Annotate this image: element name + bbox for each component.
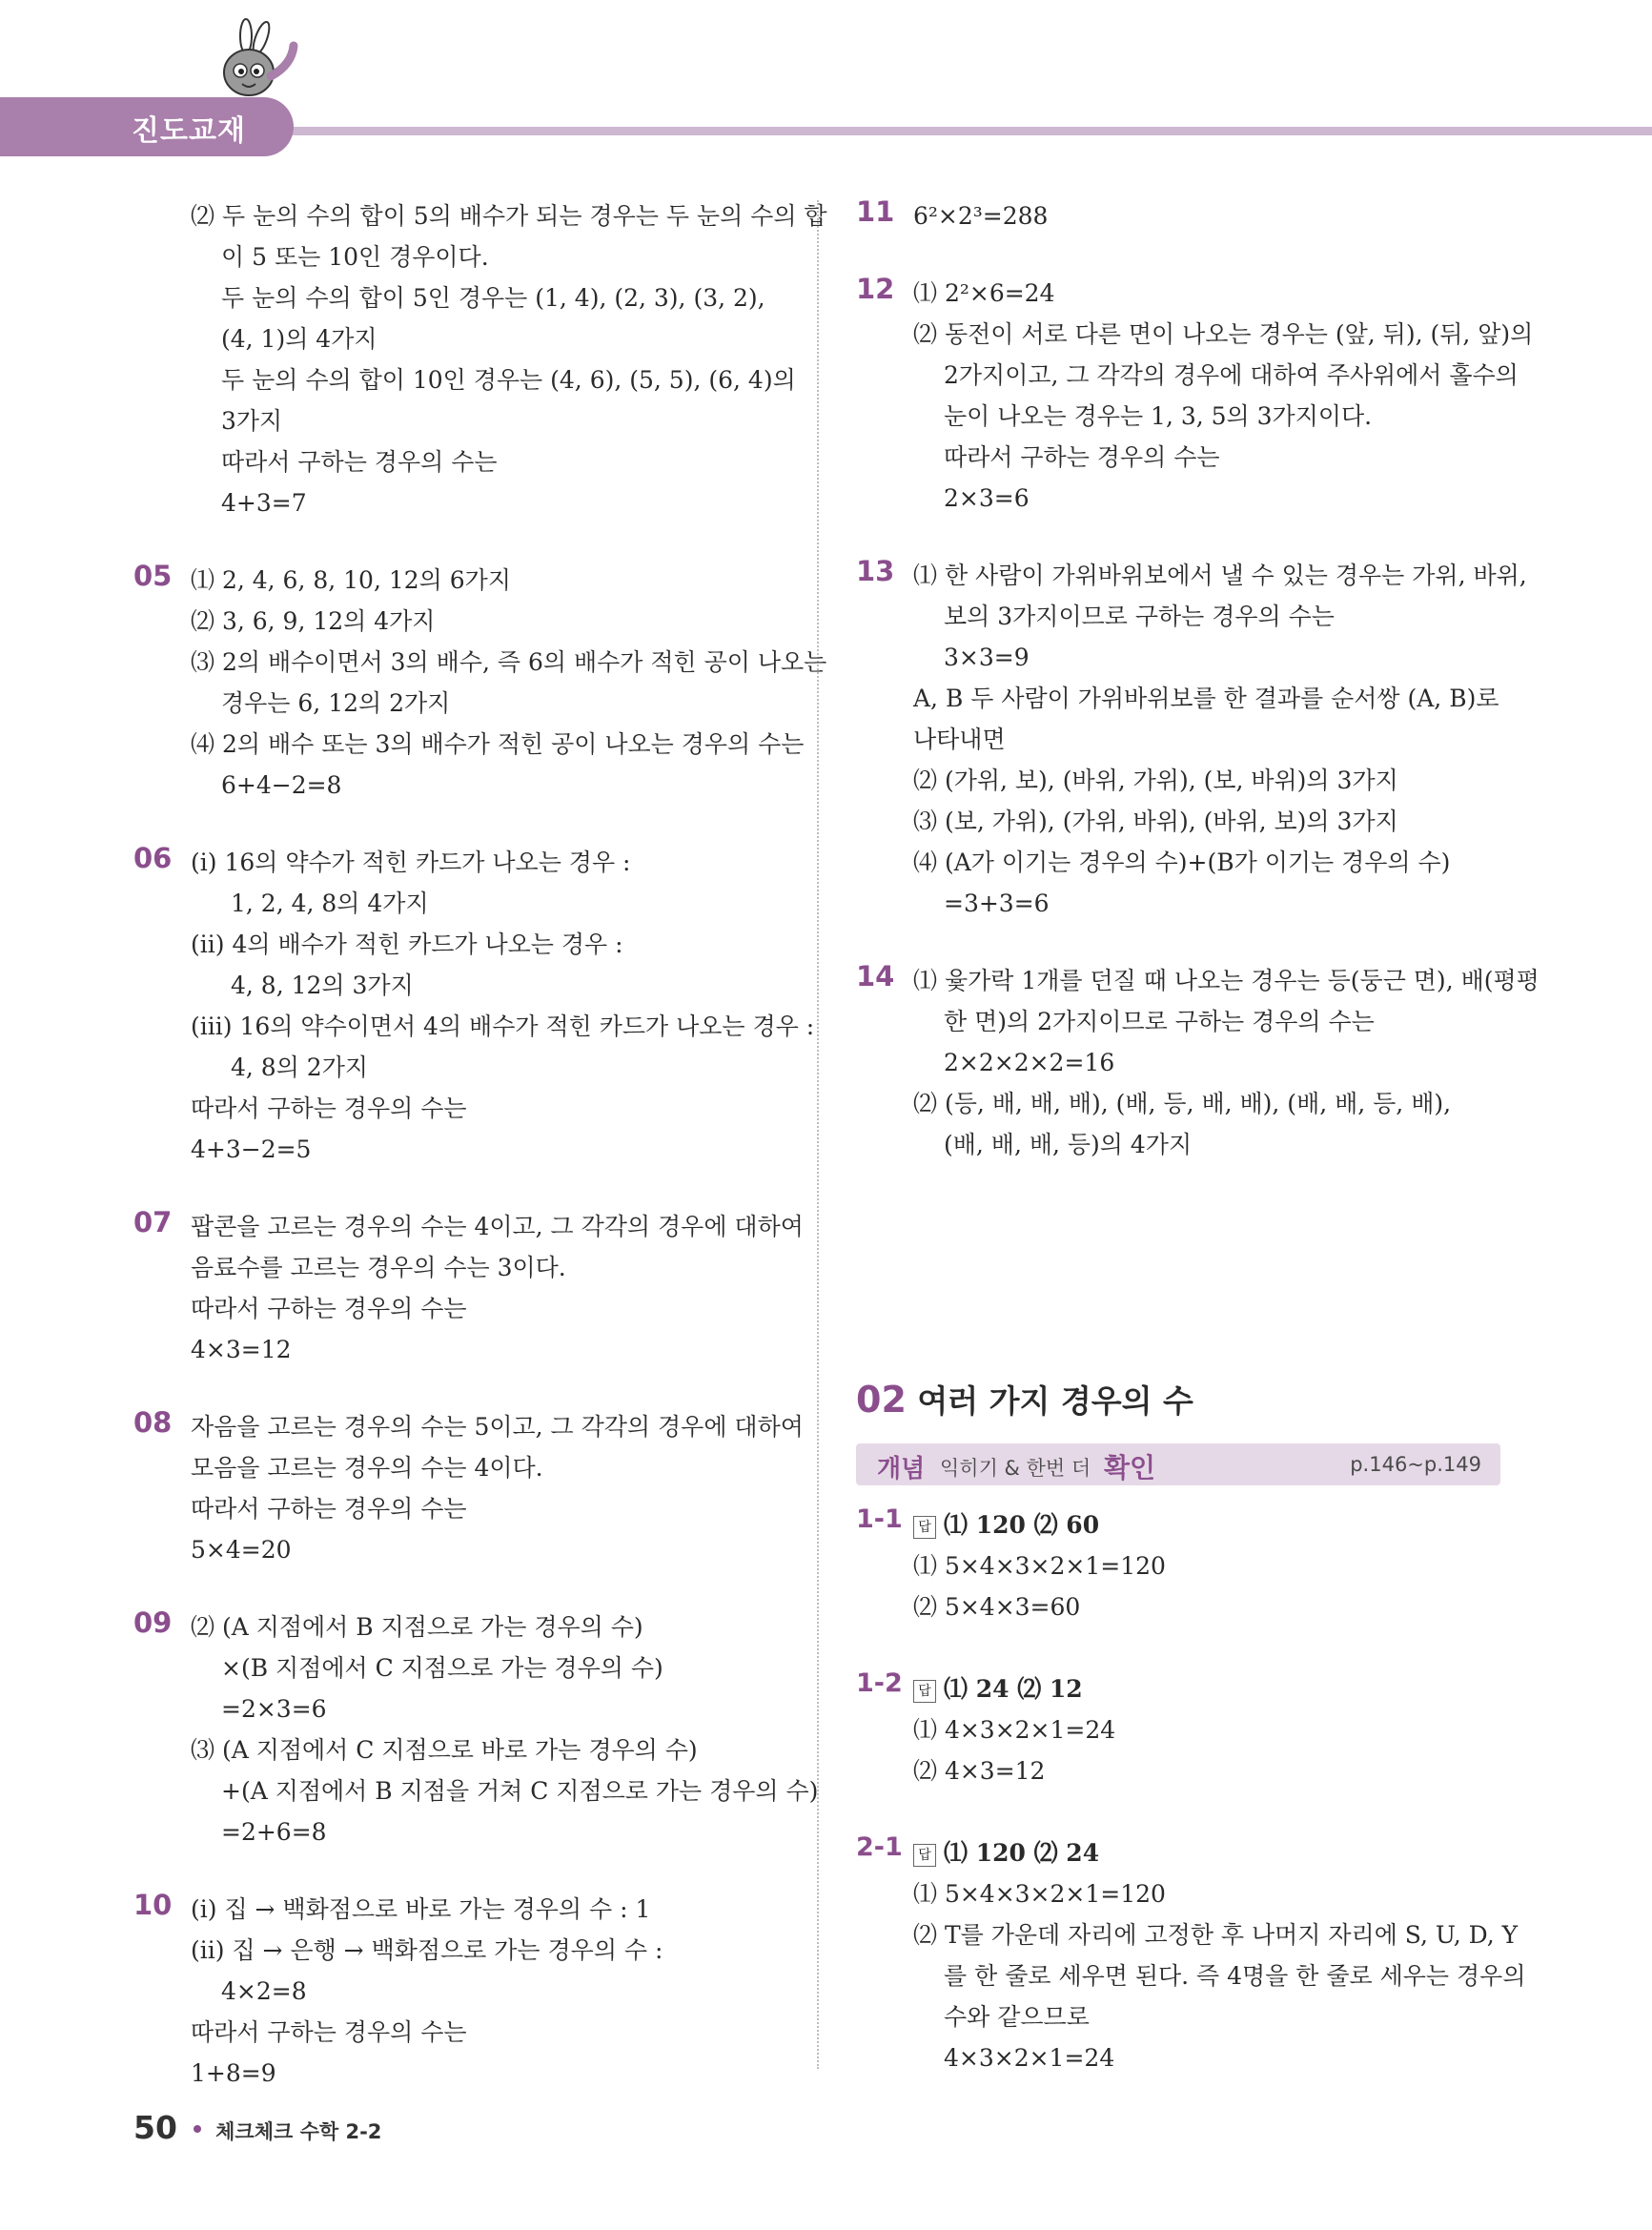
solution-line: 따라서 구하는 경우의 수는: [221, 448, 498, 476]
solution-line: 눈이 나오는 경우는 1, 3, 5의 3가지이다.: [944, 402, 1373, 430]
section-title-text: 여러 가지 경우의 수: [917, 1382, 1193, 1420]
solution-line: A, B 두 사람이 가위바위보를 한 결과를 순서쌍 (A, B)로: [913, 685, 1499, 712]
solution-line: (iii) 16의 약수이면서 4의 배수가 적힌 카드가 나오는 경우 :: [191, 1013, 815, 1040]
solution-line: 수와 같으므로: [944, 2003, 1090, 2031]
solution-line: ⑵ 동전이 서로 다른 면이 나오는 경우는 (앞, 뒤), (뒤, 앞)의: [913, 320, 1534, 348]
answer-value: ⑴ 120 ⑵ 60: [944, 1511, 1100, 1539]
solution-line: ⑵ 두 눈의 수의 합이 5의 배수가 되는 경우는 두 눈의 수의 합: [191, 202, 827, 230]
solution-line: ⑵ (등, 배, 배, 배), (배, 등, 배, 배), (배, 배, 등, 배),: [913, 1090, 1452, 1117]
solution-line: ⑴ 5×4×3×2×1=120: [913, 1552, 1166, 1580]
solution-line: ⑴ 5×4×3×2×1=120: [913, 1880, 1166, 1908]
solution-line: =3+3=6: [944, 890, 1050, 917]
solution-line: (4, 1)의 4가지: [221, 325, 377, 353]
problem-solution: [856, 273, 1534, 519]
solution-line: 나타내면: [913, 726, 1006, 753]
solution-line: ⑴ 2, 4, 6, 8, 10, 12의 6가지: [191, 566, 511, 594]
solution-line: ⑵ T를 가운데 자리에 고정한 후 나머지 자리에 S, U, D, Y: [913, 1921, 1519, 1949]
concept-problem: [856, 1832, 1526, 2078]
solution-line: 6+4−2=8: [221, 771, 342, 799]
answer-mark-icon: 답: [913, 1844, 936, 1867]
solution-line: 1, 2, 4, 8의 4가지: [231, 890, 429, 917]
rabbit-mascot-icon: [187, 17, 301, 113]
problem-number: 09: [133, 1606, 173, 1639]
solution-line: 자음을 고르는 경우의 수는 5이고, 그 각각의 경우에 대하여: [191, 1413, 804, 1441]
solution-line: 1+8=9: [191, 2059, 276, 2087]
solution-line: ⑴ 4×3×2×1=24: [913, 1716, 1116, 1744]
header-label: 진도교재: [132, 114, 246, 148]
solution-line: ⑵ 4×3=12: [913, 1757, 1046, 1785]
concept-problem-number: 1-1: [856, 1504, 903, 1534]
section-number: 02: [856, 1379, 907, 1421]
problem-number: 07: [133, 1206, 173, 1238]
concept-bar-confirm: 확인: [1104, 1452, 1156, 1483]
solution-line: 4×2=8: [221, 1977, 307, 2005]
solution-line: 4, 8의 2가지: [231, 1054, 369, 1081]
concept-bar-pages: p.146~p.149: [1350, 1453, 1481, 1476]
section-title: [856, 1377, 1193, 1422]
answer-value: ⑴ 24 ⑵ 12: [944, 1675, 1083, 1703]
answer-mark-icon: 답: [913, 1516, 936, 1539]
answer-mark-icon: 답: [913, 1680, 936, 1703]
concept-bar-label: 개념: [877, 1455, 926, 1483]
problem-number: 10: [133, 1889, 173, 1921]
concept-problem: [856, 1504, 1514, 1627]
solution-line: 모음을 고르는 경우의 수는 4이다.: [191, 1454, 543, 1482]
solution-line: 팝콘을 고르는 경우의 수는 4이고, 그 각각의 경우에 대하여: [191, 1213, 804, 1240]
solution-line: 4×3=12: [191, 1336, 292, 1363]
problem-solution: [133, 1206, 804, 1370]
answer-line: [913, 1504, 1514, 1545]
page-header: [0, 0, 1652, 157]
solution-line: 음료수를 고르는 경우의 수는 3이다.: [191, 1254, 566, 1281]
solution-line: 2×2×2×2=16: [944, 1049, 1115, 1076]
answer-line: [913, 1832, 1514, 1873]
problem-number: 08: [133, 1406, 173, 1439]
concept-bar-sub: 익히기 & 한번 더: [940, 1457, 1091, 1480]
solution-line: +(A 지점에서 B 지점을 거쳐 C 지점으로 가는 경우의 수): [221, 1777, 819, 1805]
solution-line: 따라서 구하는 경우의 수는: [191, 1295, 467, 1322]
solution-line: ⑴ 한 사람이 가위바위보에서 낼 수 있는 경우는 가위, 바위,: [913, 562, 1527, 589]
problem-solution: [133, 560, 827, 806]
solution-line: (배, 배, 배, 등)의 4가지: [944, 1131, 1193, 1158]
solution-line: ⑷ (A가 이기는 경우의 수)+(B가 이기는 경우의 수): [913, 849, 1451, 876]
problem-solution: [856, 960, 1540, 1165]
problem-number: 06: [133, 842, 173, 874]
solution-line: ⑶ (A 지점에서 C 지점으로 바로 가는 경우의 수): [191, 1736, 698, 1764]
solution-line: 두 눈의 수의 합이 5인 경우는 (1, 4), (2, 3), (3, 2),: [221, 284, 765, 312]
concept-problem-body: [856, 1832, 1526, 2078]
solution-line: 5×4=20: [191, 1536, 292, 1564]
solution-line: 따라서 구하는 경우의 수는: [191, 1095, 467, 1122]
solution-line: ⑷ 2의 배수 또는 3의 배수가 적힌 공이 나오는 경우의 수는: [191, 730, 805, 758]
solution-line: 보의 3가지이므로 구하는 경우의 수는: [944, 603, 1335, 630]
answer-value: ⑴ 120 ⑵ 24: [944, 1839, 1100, 1867]
solution-line: ×(B 지점에서 C 지점으로 가는 경우의 수): [221, 1654, 663, 1682]
concept-problem-number: 1-2: [856, 1668, 903, 1698]
left-column: [133, 195, 827, 2130]
solution-line: (ii) 4의 배수가 적힌 카드가 나오는 경우 :: [191, 931, 623, 958]
solution-line: ⑵ (A 지점에서 B 지점으로 가는 경우의 수): [191, 1613, 643, 1641]
solution-line: (ii) 집 → 은행 → 백화점으로 가는 경우의 수 :: [191, 1936, 663, 1964]
solution-line: 따라서 구하는 경우의 수는: [944, 443, 1220, 471]
solution-line: 4, 8, 12의 3가지: [231, 972, 414, 999]
problem-number: 05: [133, 560, 173, 592]
concept-bar: [856, 1443, 1500, 1485]
solution-line: ⑵ 3, 6, 9, 12의 4가지: [191, 607, 436, 635]
solution-line: 2×3=6: [944, 484, 1030, 512]
concept-problem-number: 2-1: [856, 1832, 903, 1862]
page-number: 50: [133, 2109, 177, 2146]
problem-number: 13: [856, 555, 895, 587]
solution-line: (i) 집 → 백화점으로 바로 가는 경우의 수 : 1: [191, 1895, 651, 1923]
solution-line: 4+3−2=5: [191, 1135, 312, 1163]
problem-number: 12: [856, 273, 895, 305]
solution-line: 2가지이고, 그 각각의 경우에 대하여 주사위에서 홀수의: [944, 361, 1519, 389]
solution-line: 경우는 6, 12의 2가지: [221, 689, 451, 717]
solution-line: =2+6=8: [221, 1818, 327, 1846]
problem-solution: [133, 1889, 791, 2094]
solution-line: ⑶ 2의 배수이면서 3의 배수, 즉 6의 배수가 적힌 공이 나오는: [191, 648, 827, 676]
solution-line: 두 눈의 수의 합이 10인 경우는 (4, 6), (5, 5), (6, 4)의: [221, 366, 796, 394]
solution-line: ⑴ 윷가락 1개를 던질 때 나오는 경우는 등(둥근 면), 배(평평: [913, 967, 1540, 994]
solution-line: (i) 16의 약수가 적힌 카드가 나오는 경우 :: [191, 849, 631, 876]
solution-line: 이 5 또는 10인 경우이다.: [221, 243, 489, 271]
footer-dot-icon: [194, 2125, 201, 2133]
solution-line: ⑵ 5×4×3=60: [913, 1593, 1081, 1621]
problem-solution: [133, 842, 815, 1170]
solution-line: ⑴ 2²×6=24: [913, 279, 1055, 307]
problem-solution: [856, 555, 1527, 924]
right-column: [856, 195, 1540, 1201]
concept-problem: [856, 1668, 1514, 1791]
solution-line: 6²×2³=288: [913, 202, 1049, 230]
solution-line: 한 면)의 2가지이므로 구하는 경우의 수는: [944, 1008, 1375, 1035]
book-title: 체크체크 수학 2-2: [215, 2120, 382, 2143]
solution-line: 3×3=9: [944, 644, 1030, 671]
problem-solution: [133, 1406, 804, 1570]
problem-number: 11: [856, 195, 895, 228]
solution-line: 4×3×2×1=24: [944, 2044, 1115, 2072]
concept-problem-body: [856, 1504, 1514, 1627]
solution-line: ⑵ (가위, 보), (바위, 가위), (보, 바위)의 3가지: [913, 767, 1398, 794]
solution-line: =2×3=6: [221, 1695, 327, 1723]
solution-line: 를 한 줄로 세우면 된다. 즉 4명을 한 줄로 세우는 경우의: [944, 1962, 1526, 1990]
problem-number: 14: [856, 960, 895, 992]
problem-solution: [133, 1606, 819, 1852]
problem-solution: [133, 195, 827, 523]
solution-line: 따라서 구하는 경우의 수는: [191, 1495, 467, 1523]
concept-problem-body: [856, 1668, 1514, 1791]
answer-line: [913, 1668, 1514, 1709]
solution-line: 따라서 구하는 경우의 수는: [191, 2018, 467, 2046]
solution-line: 3가지: [221, 407, 283, 435]
solution-line: 4+3=7: [221, 489, 307, 517]
page-footer: [133, 2109, 381, 2146]
problem-solution: [856, 195, 1514, 236]
solution-line: ⑶ (보, 가위), (가위, 바위), (바위, 보)의 3가지: [913, 808, 1398, 835]
